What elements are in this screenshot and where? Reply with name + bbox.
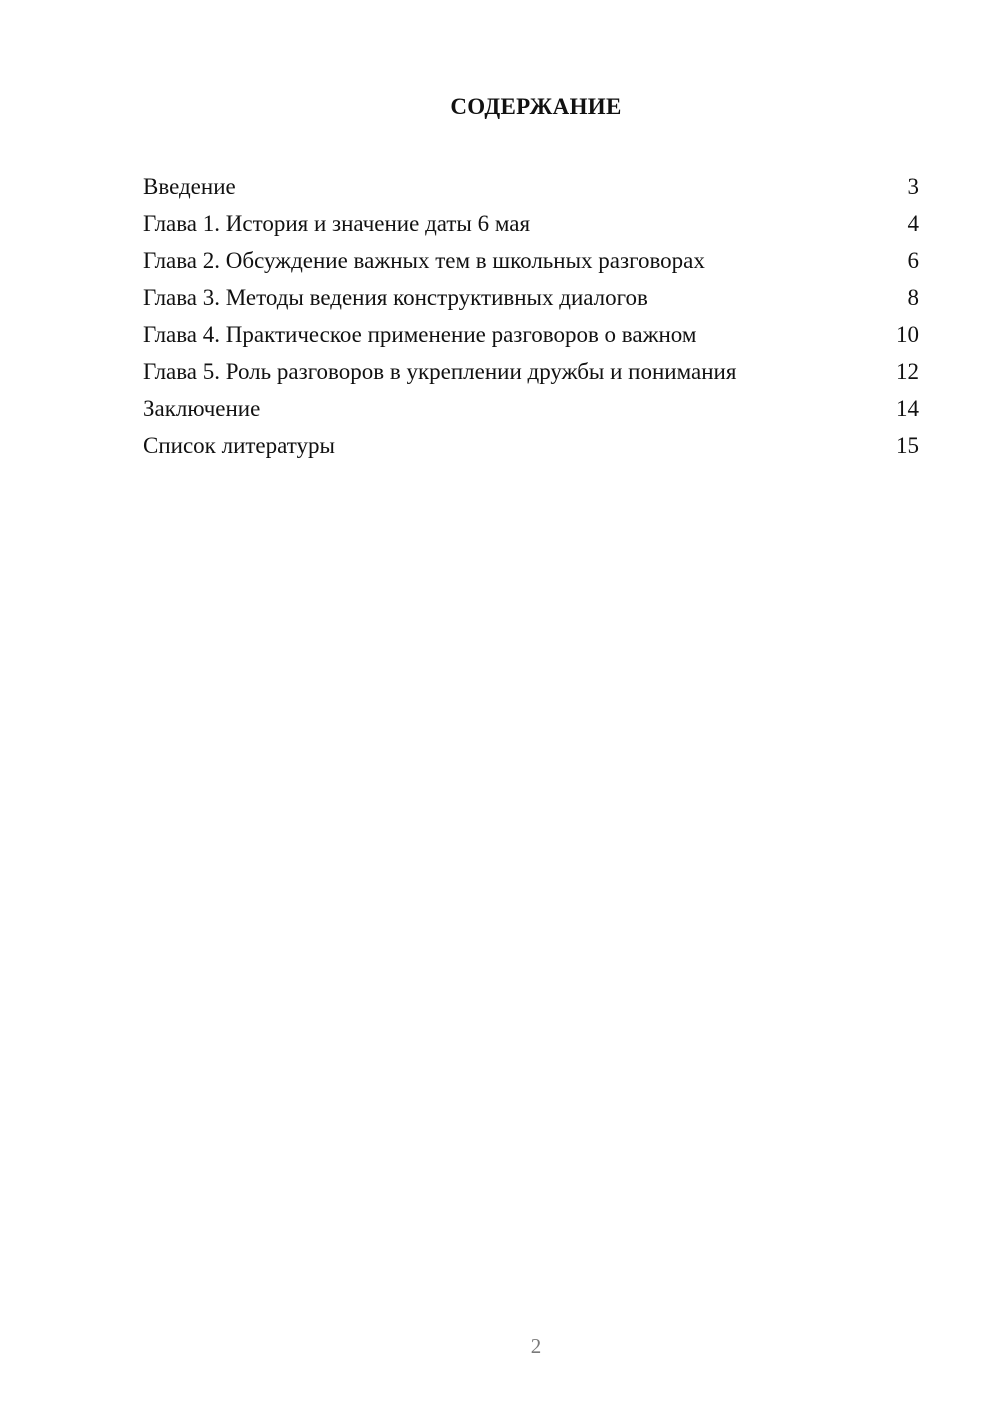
toc-entry-chapter-3 xyxy=(143,279,919,316)
toc-entry-chapter-5 xyxy=(143,353,919,390)
toc-entry-references xyxy=(143,427,919,464)
toc-entry-title: Глава 1. История и значение даты 6 мая xyxy=(143,211,531,236)
toc-entry-title: Глава 4. Практическое применение разговоров о важном xyxy=(143,322,697,347)
toc-entry-title: Глава 3. Методы ведения конструктивных диалогов xyxy=(143,285,648,310)
toc-entry-page: 6 xyxy=(907,248,919,273)
toc-entry-page: 15 xyxy=(896,433,919,458)
toc-entry-page: 3 xyxy=(907,174,919,199)
toc-entry-title: Введение xyxy=(143,174,236,199)
toc-entry-title: Глава 5. Роль разговоров в укреплении дружбы и понимания xyxy=(143,359,737,384)
toc-entry-page: 8 xyxy=(907,285,919,310)
toc-entry-title: Глава 2. Обсуждение важных тем в школьных разговорах xyxy=(143,248,705,273)
toc-entry-page: 12 xyxy=(896,359,919,384)
toc-entry-chapter-2 xyxy=(143,242,919,279)
toc-entry-title: Список литературы xyxy=(143,433,335,458)
toc-entry-conclusion xyxy=(143,390,919,427)
page-number: 2 xyxy=(530,1334,542,1358)
page-title: СОДЕРЖАНИЕ xyxy=(450,94,622,119)
toc-entry-page: 14 xyxy=(896,396,919,421)
toc-entry-chapter-1 xyxy=(143,205,919,242)
toc-entry-page: 10 xyxy=(896,322,919,347)
toc-entry-title: Заключение xyxy=(143,396,261,421)
toc-entry-page: 4 xyxy=(907,211,919,236)
toc-entry-introduction xyxy=(143,168,919,205)
toc-entry-chapter-4 xyxy=(143,316,919,353)
table-of-contents xyxy=(143,168,919,464)
